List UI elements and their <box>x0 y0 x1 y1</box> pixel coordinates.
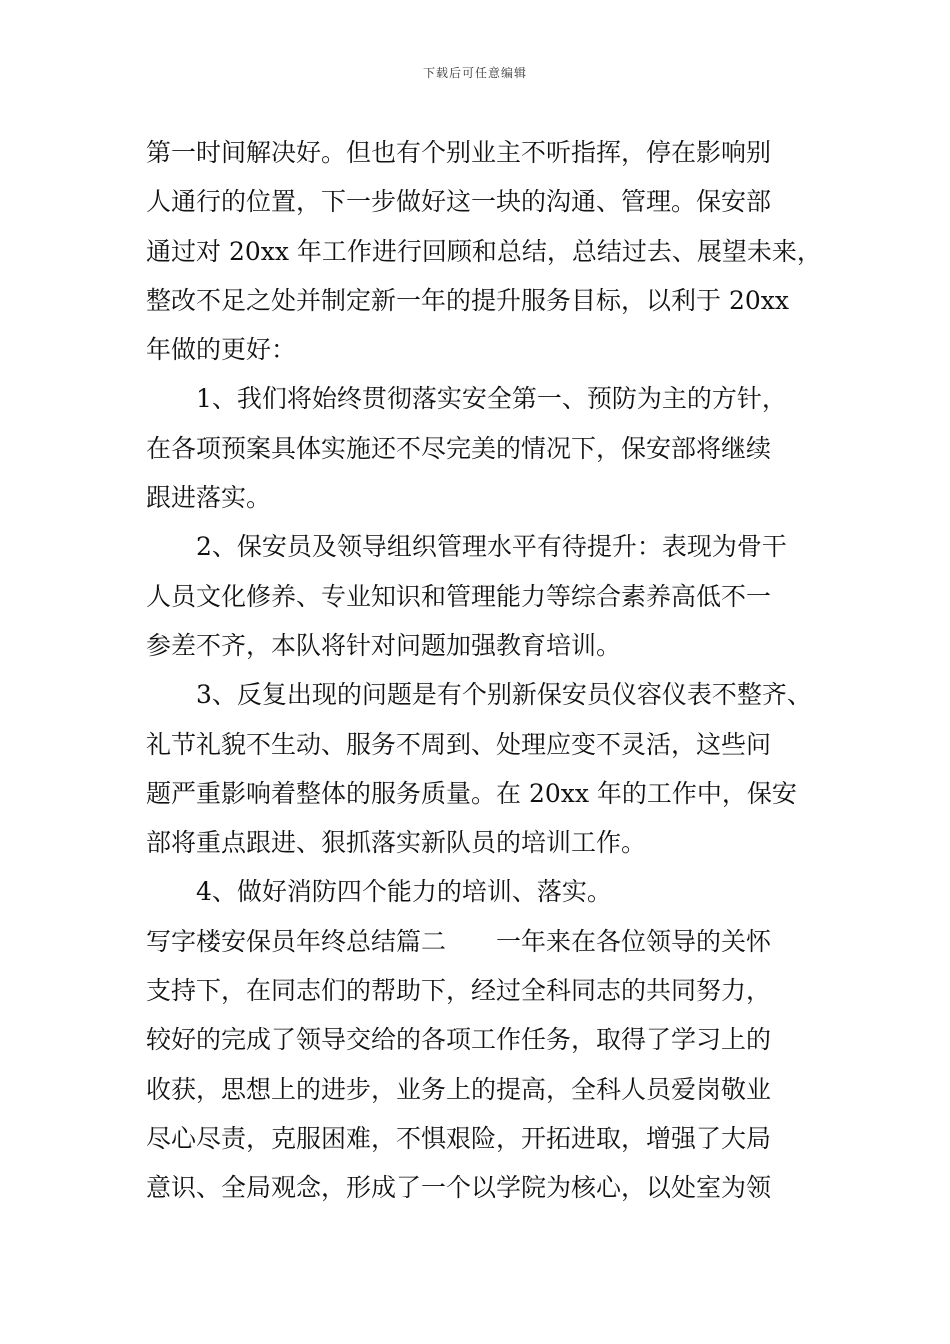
text-line: 在各项预案具体实施还不尽完美的情况下，保安部将继续 <box>146 433 772 463</box>
text-line: 人通行的位置，下一步做好这一块的沟通、管理。保安部 <box>146 187 772 217</box>
list-item-2: 2、保安员及领导组织管理水平有待提升：表现为骨干 <box>196 532 787 562</box>
text-line: 年做的更好： <box>146 335 297 365</box>
list-item-3: 3、反复出现的问题是有个别新保安员仪容仪表不整齐、 <box>196 680 812 710</box>
text-line: 支持下，在同志们的帮助下，经过全科同志的共同努力， <box>146 976 772 1006</box>
text-line: 通过对 20xx 年工作进行回顾和总结，总结过去、展望未来， <box>146 236 822 266</box>
section-heading-line: 写字楼安保员年终总结篇二 一年来在各位领导的关怀 <box>146 926 772 956</box>
text-line: 跟进落实。 <box>146 483 272 513</box>
document-body <box>146 128 826 1213</box>
text-line: 题严重影响着整体的服务质量。在 20xx 年的工作中，保安 <box>146 778 797 808</box>
text-line: 整改不足之处并制定新一年的提升服务目标，以利于 20xx <box>146 285 789 315</box>
list-item-1: 1、我们将始终贯彻落实安全第一、预防为主的方针， <box>196 384 787 414</box>
text-line: 收获，思想上的进步，业务上的提高，全科人员爱岗敬业 <box>146 1074 772 1104</box>
text-line: 第一时间解决好。但也有个别业主不听指挥，停在影响别 <box>146 138 772 167</box>
text-line: 尽心尽责，克服困难，不惧艰险，开拓进取，增强了大局 <box>146 1123 772 1153</box>
text-line: 较好的完成了领导交给的各项工作任务，取得了学习上的 <box>146 1025 772 1055</box>
text-line: 部将重点跟进、狠抓落实新队员的培训工作。 <box>146 828 647 858</box>
text-line: 参差不齐，本队将针对问题加强教育培训。 <box>146 630 622 660</box>
text-line: 意识、全局观念，形成了一个以学院为核心，以处室为领 <box>146 1173 772 1203</box>
text-line: 人员文化修养、专业知识和管理能力等综合素养高低不一 <box>146 581 772 611</box>
page-header: 下载后可任意编辑 <box>422 66 527 80</box>
text-line: 礼节礼貌不生动、服务不周到、处理应变不灵活，这些问 <box>146 729 772 759</box>
list-item-4: 4、做好消防四个能力的培训、落实。 <box>196 877 612 907</box>
